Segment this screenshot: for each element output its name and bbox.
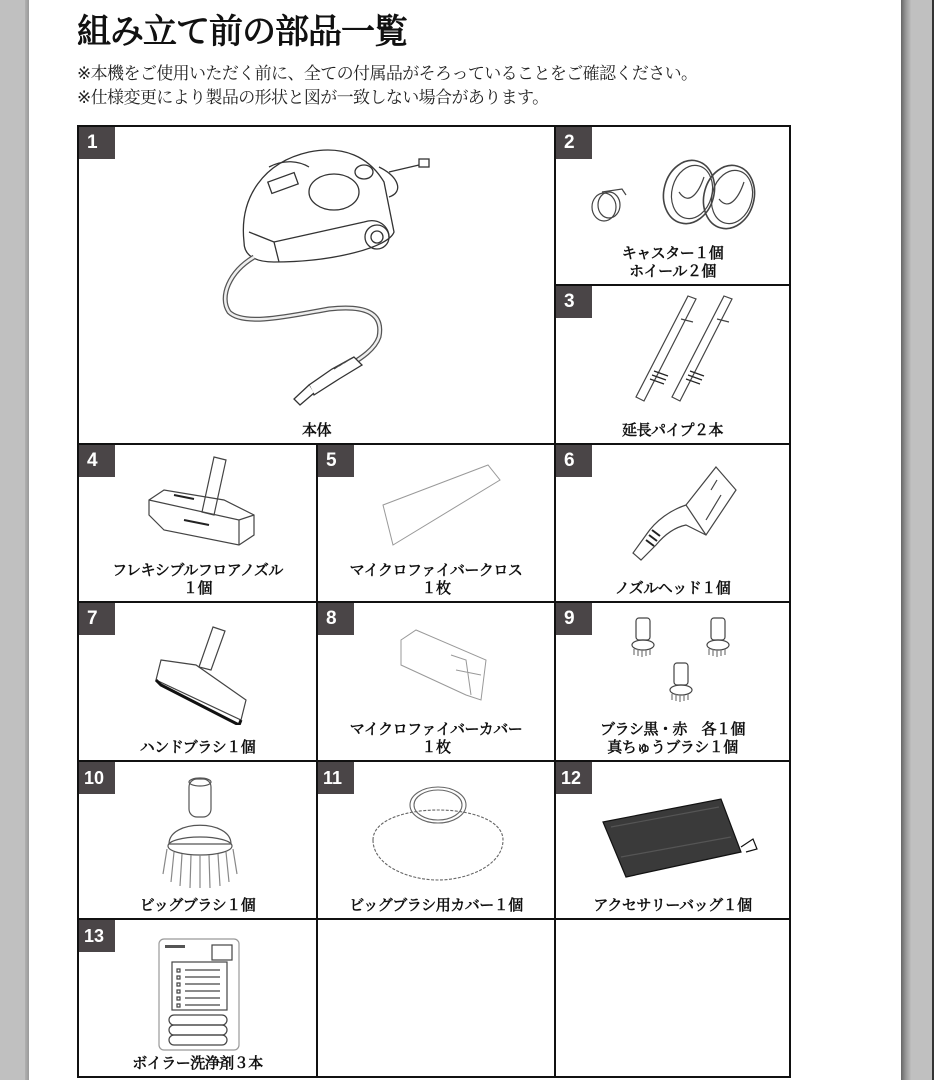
- microfiber-cover-icon: [396, 625, 491, 705]
- part-label: ノズルヘッド１個: [614, 579, 731, 597]
- part-number-badge: 10: [79, 762, 115, 794]
- part-label: ボイラー洗浄剤３本: [132, 1054, 263, 1072]
- part-label: マイクロファイバーカバー １枚: [349, 720, 523, 756]
- floor-nozzle-icon: [144, 455, 259, 555]
- part-number-badge: 13: [79, 920, 115, 952]
- part-cell-11: [318, 762, 556, 920]
- caster-wheel-icon: [584, 147, 764, 237]
- part-label: 本体: [301, 421, 331, 439]
- part-cell-2: [556, 127, 789, 286]
- part-number-badge: 3: [556, 286, 592, 318]
- big-brush-icon: [159, 774, 244, 889]
- part-number-badge: 6: [556, 445, 592, 477]
- boiler-cleaner-icon: [157, 937, 241, 1052]
- part-number-badge: 11: [318, 762, 354, 794]
- part-label: ブラシ黒・赤 各１個 真ちゅうブラシ１個: [599, 720, 745, 756]
- nozzle-head-icon: [631, 465, 741, 565]
- part-cell-5: [318, 445, 556, 603]
- parts-table: [77, 125, 791, 1078]
- part-label: フレキシブルフロアノズル １個: [112, 561, 283, 597]
- part-cell-8: [318, 603, 556, 762]
- part-cell-10: [79, 762, 318, 920]
- part-label: ハンドブラシ１個: [139, 738, 256, 756]
- part-label: マイクロファイバークロス １枚: [349, 561, 523, 597]
- page-title: 組み立て前の部品一覧: [77, 12, 407, 52]
- part-cell-3: [556, 286, 789, 445]
- note-confirm-parts: ※本機をご使用いただく前に、全ての付属品がそろっていることをご確認ください。: [77, 64, 698, 84]
- hand-brush-icon: [151, 625, 251, 725]
- steam-cleaner-icon: [214, 137, 444, 407]
- part-cell-1: [79, 127, 556, 445]
- part-number-badge: 1: [79, 127, 115, 159]
- part-number-badge: 8: [318, 603, 354, 635]
- viewer-right-shadow: [901, 0, 911, 1080]
- accessory-bag-icon: [601, 797, 761, 882]
- part-label: ビッグブラシ用カバー１個: [349, 896, 523, 914]
- part-cell-9: [556, 603, 789, 762]
- part-cell-4: [79, 445, 318, 603]
- round-brushes-icon: [631, 613, 741, 713]
- big-brush-cover-icon: [368, 780, 508, 885]
- part-number-badge: 9: [556, 603, 592, 635]
- part-cell-12: [556, 762, 789, 920]
- empty-cell: [318, 920, 556, 1076]
- part-number-badge: 7: [79, 603, 115, 635]
- part-number-badge: 4: [79, 445, 115, 477]
- part-number-badge: 2: [556, 127, 592, 159]
- extension-pipe-icon: [626, 291, 736, 406]
- part-number-badge: 12: [556, 762, 592, 794]
- part-cell-13: [79, 920, 318, 1076]
- part-cell-6: [556, 445, 789, 603]
- note-spec-change: ※仕様変更により製品の形状と図が一致しない場合があります。: [77, 88, 549, 108]
- part-label: アクセサリーバッグ１個: [593, 896, 752, 914]
- empty-cell: [556, 920, 789, 1076]
- part-label: 延長パイプ２本: [621, 421, 724, 439]
- part-label: ビッグブラシ１個: [139, 896, 256, 914]
- part-number-badge: 5: [318, 445, 354, 477]
- part-cell-7: [79, 603, 318, 762]
- part-label: キャスター１個 ホイール２個: [621, 244, 724, 280]
- microfiber-cloth-icon: [378, 460, 508, 550]
